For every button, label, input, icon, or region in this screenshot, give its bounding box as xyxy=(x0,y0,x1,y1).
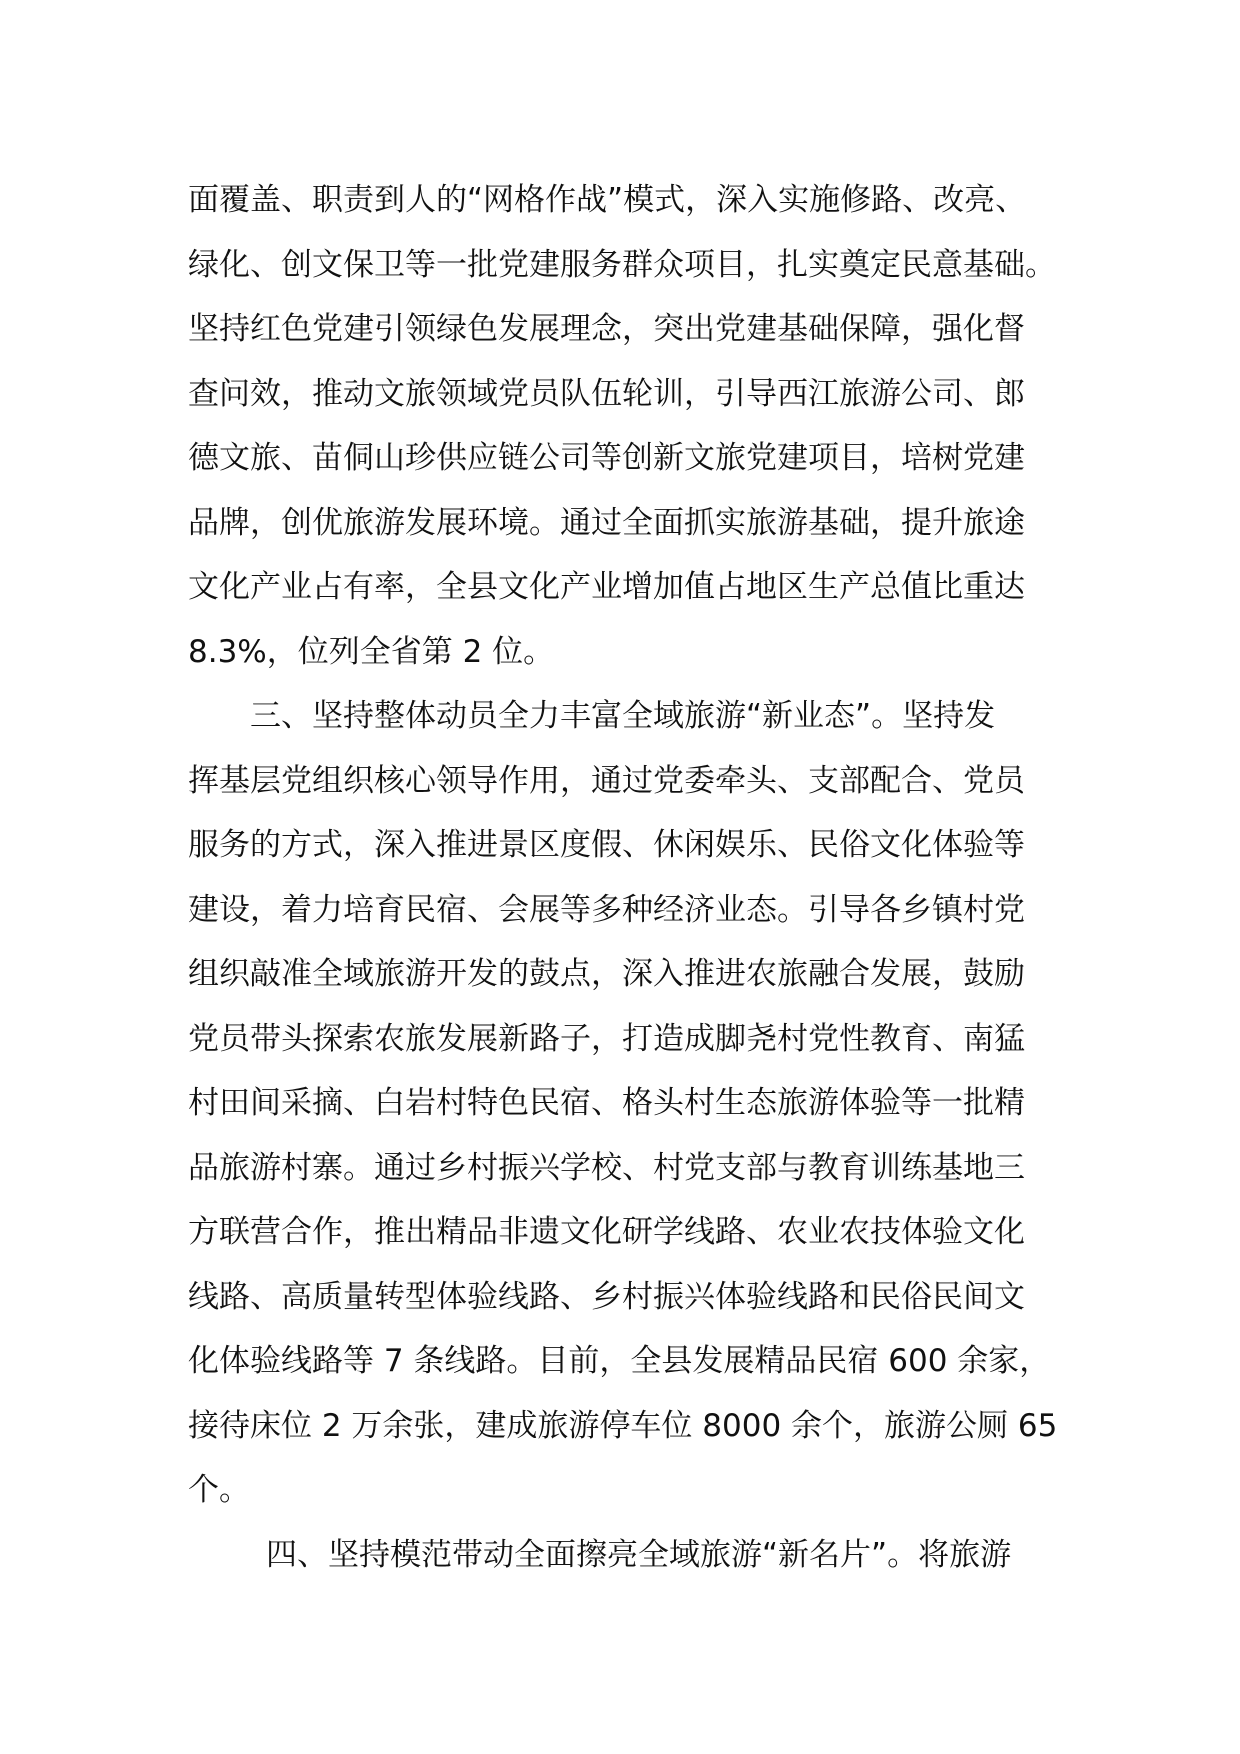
text-line: 方联营合作，推出精品非遗文化研学线路、农业农技体验文化 xyxy=(188,1214,1025,1250)
text-line: 挥基层党组织核心领导作用，通过党委牵头、支部配合、党员 xyxy=(188,762,1025,799)
section-heading-line: 四、坚持模范带动全面擦亮全域旅游“新名片”。将旅游 xyxy=(266,1536,1012,1573)
text-line: 党员带头探索农旅发展新路子，打造成脚尧村党性教育、南猛 xyxy=(188,1020,1025,1057)
text-line: 绿化、创文保卫等一批党建服务群众项目，扎实奠定民意基础。 xyxy=(188,246,1056,283)
text-line: 面覆盖、职责到人的“网格作战”模式，深入实施修路、改亮、 xyxy=(188,182,1027,218)
text-line: 查问效，推动文旅领域党员队伍轮训，引导西江旅游公司、郎 xyxy=(188,375,1025,412)
text-line: 品旅游村寨。通过乡村振兴学校、村党支部与教育训练基地三 xyxy=(188,1149,1025,1186)
text-line: 线路、高质量转型体验线路、乡村振兴体验线路和民俗民间文 xyxy=(188,1278,1025,1315)
text-line: 接待床位 2 万余张，建成旅游停车位 8000 余个，旅游公厕 65 xyxy=(188,1407,1058,1444)
text-line: 8.3%，位列全省第 2 位。 xyxy=(188,633,555,670)
text-line: 化体验线路等 7 条线路。目前，全县发展精品民宿 600 余家， xyxy=(188,1343,1051,1379)
text-line: 组织敲准全域旅游开发的鼓点，深入推进农旅融合发展，鼓励 xyxy=(188,956,1025,992)
document-body xyxy=(188,168,1060,1587)
text-line: 文化产业占有率，全县文化产业增加值占地区生产总值比重达 xyxy=(188,569,1025,605)
text-line: 品牌，创优旅游发展环境。通过全面抓实旅游基础，提升旅途 xyxy=(188,504,1025,541)
text-line: 村田间采摘、白岩村特色民宿、格头村生态旅游体验等一批精 xyxy=(188,1085,1025,1121)
text-line: 坚持红色党建引领绿色发展理念，突出党建基础保障，强化督 xyxy=(188,311,1025,347)
text-line: 德文旅、苗侗山珍供应链公司等创新文旅党建项目，培树党建 xyxy=(188,440,1025,476)
text-line: 个。 xyxy=(188,1472,250,1508)
text-line: 建设，着力培育民宿、会展等多种经济业态。引导各乡镇村党 xyxy=(188,891,1025,928)
section-heading-line: 三、坚持整体动员全力丰富全域旅游“新业态”。坚持发 xyxy=(250,698,996,734)
text-line: 服务的方式，深入推进景区度假、休闲娱乐、民俗文化体验等 xyxy=(188,827,1025,863)
